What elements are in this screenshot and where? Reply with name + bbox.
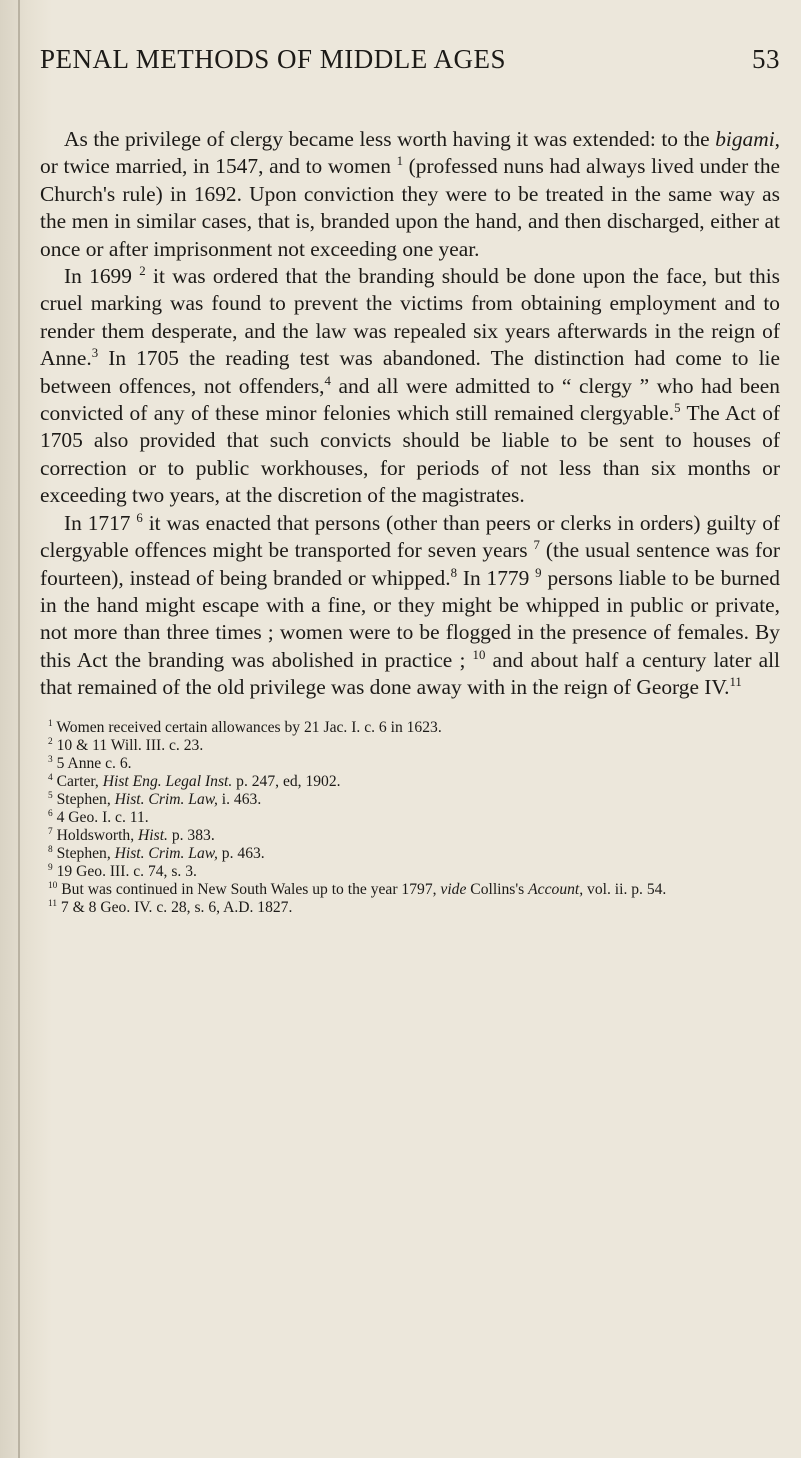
text-run: As the privilege of clergy became less worth having it was extended: to the [64, 127, 716, 151]
running-title: PENAL METHODS OF MIDDLE AGES [40, 44, 507, 74]
footnote-number: 10 [48, 881, 58, 892]
text-run: 10 & 11 Will. III. c. 23. [56, 736, 204, 754]
footnote [40, 899, 780, 917]
footnote-number: 11 [48, 899, 58, 910]
text-run: p. 247, ed, 1902. [232, 772, 341, 790]
page-number: 53 [752, 44, 780, 74]
body-text [40, 126, 780, 702]
text-run: In 1699 [64, 264, 140, 289]
footnote [40, 863, 780, 881]
text-run: p. 383. [167, 827, 215, 845]
footnote-number: 8 [48, 845, 53, 855]
footnote-ref: 8 [450, 565, 457, 580]
text-run: In 1705 the reading test was abandoned. The distinction had come to lie between offences, not offenders, [40, 346, 780, 398]
footnote-number: 9 [48, 863, 53, 874]
text-run: Holdsworth, [56, 827, 139, 845]
text-run: In 1779 [456, 565, 536, 590]
text-run: Stephen, [56, 790, 115, 808]
footnote-number: 2 [48, 736, 53, 747]
text-run: 19 Geo. III. c. 74, s. 3. [56, 863, 197, 881]
text-run: , or twice married, in 1547, and to women [40, 127, 780, 179]
footnote [40, 719, 780, 737]
text-run: Collins's [466, 881, 529, 899]
text-run: Carter, [56, 772, 103, 790]
text-run: and about half a century later all that remained of the old privilege was done away with in the reign of George IV. [40, 647, 780, 700]
text-run: Women received certain allowances by 21 Jac. I. c. 6 in 1623. [56, 718, 442, 736]
footnote-ref: 3 [91, 346, 99, 361]
footnote [40, 737, 780, 755]
footnote-ref: 10 [472, 647, 486, 662]
footnote [40, 755, 780, 773]
text-run: i. 463. [217, 790, 262, 808]
footnote [40, 881, 780, 899]
text-run: Stephen, [56, 845, 115, 863]
text-run: persons liable to be burned in the hand might escape with a fine, or they might be whipped in public or private, not more than three times ; women were to be flogged in the presence of females. By this Act the branding was abolished in practice ; [40, 565, 780, 672]
paragraph [40, 126, 780, 263]
footnote-ref: 9 [535, 565, 542, 580]
footnote-number: 1 [48, 718, 53, 729]
footnote [40, 809, 780, 827]
footnote-number: 7 [48, 827, 53, 837]
text-run: it was enacted that persons (other than peers or clerks in orders) guilty of clergyable offences might be transported for seven years [40, 510, 781, 563]
text-run: vol. ii. p. 54. [583, 881, 667, 899]
paragraph [40, 510, 780, 702]
footnote [40, 773, 780, 791]
text-run: The Act of 1705 also provided that such convicts should be liable to be sent to houses of correction or to public workhouses, for periods of not less than six months or exceeding two years, at the discretion of the magistrates. [40, 401, 781, 508]
footnote [40, 845, 780, 863]
text-run: 4 Geo. I. c. 11. [56, 809, 149, 826]
footnote-ref: 4 [324, 373, 331, 388]
text-run: 5 Anne c. 6. [56, 754, 132, 772]
footnote [40, 827, 780, 845]
text-run: p. 463. [217, 845, 265, 863]
footnote-ref: 2 [139, 263, 146, 278]
footnote [40, 791, 780, 809]
paragraph [40, 263, 780, 510]
footnote-number: 4 [48, 772, 53, 783]
running-header [40, 44, 780, 84]
footnote-ref: 11 [729, 675, 742, 689]
footnote-ref: 5 [674, 400, 681, 415]
italic-text: Hist Eng. Legal Inst. [102, 772, 233, 790]
italic-text: Hist. Crim. Law, [114, 790, 218, 808]
text-run: 7 & 8 Geo. IV. c. 28, s. 6, A.D. 1827. [60, 899, 293, 917]
italic-text: Account, [528, 881, 584, 899]
footnote-ref: 1 [396, 154, 403, 169]
footnote-ref: 6 [136, 510, 143, 525]
italic-text: vide [440, 881, 467, 899]
italic-text: bigami [715, 127, 775, 151]
footnote-number: 5 [48, 790, 53, 801]
footnote-ref: 7 [533, 537, 540, 552]
book-page [40, 44, 780, 918]
footnotes [40, 719, 780, 918]
italic-text: Hist. Crim. Law, [114, 845, 218, 863]
text-run: it was ordered that the branding should be done upon the face, but this cruel marking was found to prevent the victims from obtaining employment and to render them desperate, and the law was repealed six years afterwards in the reign of Anne. [40, 264, 781, 371]
footnote-number: 6 [48, 809, 53, 819]
text-run: and all were admitted to “ clergy ” who had been convicted of any of these minor felonies which still remained clergyable. [40, 373, 780, 426]
italic-text: Hist. [138, 827, 168, 845]
text-run: (professed nuns had always lived under the Church's rule) in 1692. Upon conviction they were to be treated in the same way as the men in similar cases, that is, branded upon the hand, and then discharged, either at once or after imprisonment not exceeding one year. [40, 154, 781, 261]
text-run: (the usual sentence was for fourteen), instead of being branded or whipped. [40, 538, 780, 590]
text-run: But was continued in New South Wales up to the year 1797, [61, 881, 441, 899]
binding-edge [18, 0, 20, 1458]
footnote-number: 3 [48, 754, 53, 765]
text-run: In 1717 [64, 510, 137, 535]
